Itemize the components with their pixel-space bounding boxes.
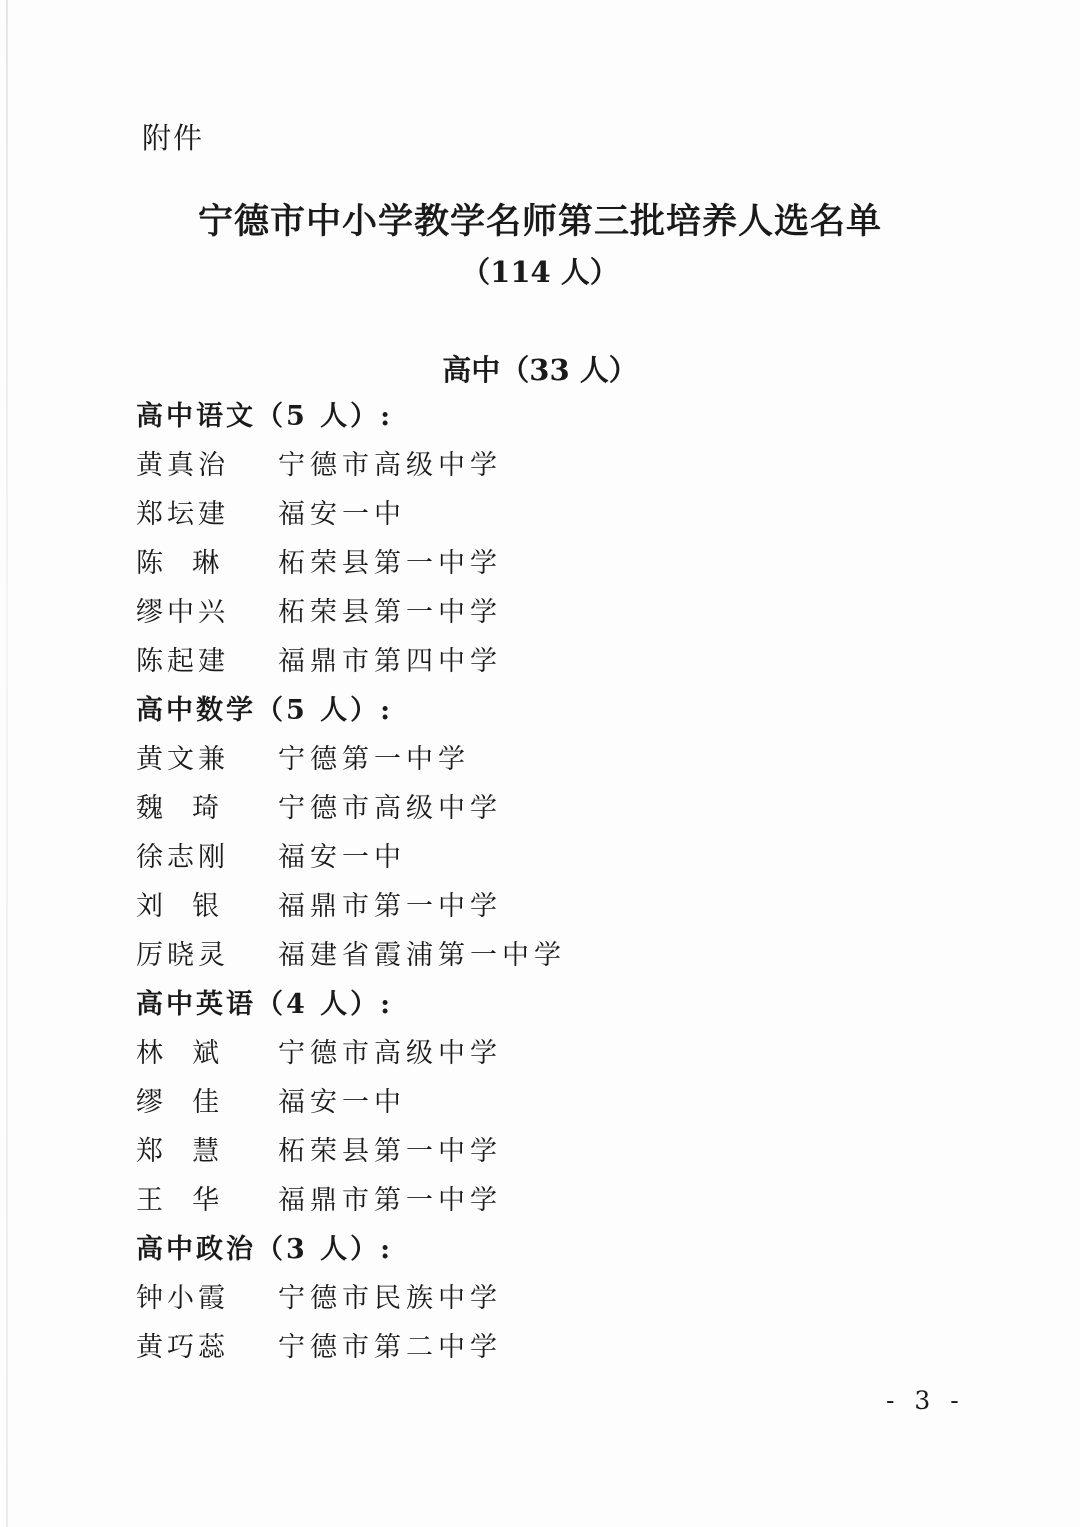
group-heading-chinese: 高中语文（5 人）: [136, 401, 394, 432]
person-name: 郑 慧 [136, 1136, 224, 1167]
school-name: 福建省霞浦第一中学 [278, 940, 566, 971]
list-item [136, 833, 756, 882]
person-name: 黄文兼 [136, 744, 229, 775]
school-name: 宁德市第二中学 [278, 1332, 502, 1363]
list-item [136, 931, 756, 980]
nominee-list [136, 392, 756, 1372]
person-name: 林 斌 [136, 1038, 224, 1069]
person-name: 黄真治 [136, 450, 229, 481]
list-item [136, 882, 756, 931]
person-name: 王 华 [136, 1185, 224, 1216]
group-heading-english: 高中英语（4 人）: [136, 989, 394, 1020]
school-name: 柘荣县第一中学 [278, 1136, 502, 1167]
school-name: 宁德第一中学 [278, 744, 470, 775]
school-name: 福鼎市第一中学 [278, 891, 502, 922]
school-name: 柘荣县第一中学 [278, 548, 502, 579]
person-name: 缪 佳 [136, 1087, 224, 1118]
group-heading-math: 高中数学（5 人）: [136, 695, 394, 726]
school-name: 福安一中 [278, 842, 406, 873]
list-item [136, 539, 756, 588]
person-name: 陈起建 [136, 646, 229, 677]
person-name: 缪中兴 [136, 597, 229, 628]
person-name: 郑坛建 [136, 499, 229, 530]
list-item [136, 1029, 756, 1078]
section-title: 高中（33 人） [442, 353, 638, 387]
person-name: 钟小霞 [136, 1283, 229, 1314]
document-subtitle: （114 人） [461, 255, 619, 289]
page-number: - 3 - [886, 1386, 965, 1415]
school-name: 福安一中 [278, 1087, 406, 1118]
person-name: 徐志刚 [136, 842, 229, 873]
list-item [136, 1127, 756, 1176]
group-heading-politics: 高中政治（3 人）: [136, 1234, 394, 1265]
list-item [136, 1176, 756, 1225]
school-name: 福鼎市第四中学 [278, 646, 502, 677]
school-name: 福鼎市第一中学 [278, 1185, 502, 1216]
list-item [136, 1274, 756, 1323]
list-item [136, 1078, 756, 1127]
person-name: 陈 琳 [136, 548, 224, 579]
school-name: 福安一中 [278, 499, 406, 530]
list-item [136, 441, 756, 490]
list-item [136, 588, 756, 637]
school-name: 宁德市民族中学 [278, 1283, 502, 1314]
person-name: 刘 银 [136, 891, 224, 922]
person-name: 魏 琦 [136, 793, 224, 824]
person-name: 厉晓灵 [136, 940, 229, 971]
document-title: 宁德市中小学教学名师第三批培养人选名单 [197, 201, 882, 242]
school-name: 宁德市高级中学 [278, 793, 502, 824]
list-item [136, 735, 756, 784]
person-name: 黄巧蕊 [136, 1332, 229, 1363]
list-item [136, 490, 756, 539]
school-name: 柘荣县第一中学 [278, 597, 502, 628]
list-item [136, 637, 756, 686]
list-item [136, 1323, 756, 1372]
list-item [136, 784, 756, 833]
school-name: 宁德市高级中学 [278, 450, 502, 481]
attachment-label: 附件 [142, 121, 205, 155]
school-name: 宁德市高级中学 [278, 1038, 502, 1069]
